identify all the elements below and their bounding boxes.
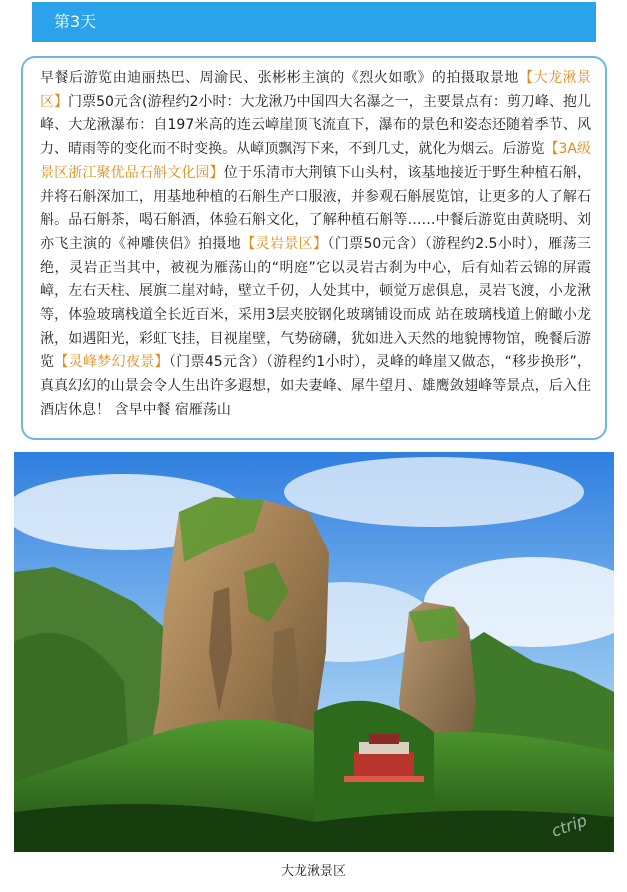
photo-caption: 大龙湫景区 bbox=[280, 864, 346, 879]
scenic-spot-link-shihu-park[interactable]: 【3A级景区浙江聚优品石斛文化园】 bbox=[40, 141, 592, 181]
ctrip-watermark: ctrip bbox=[548, 810, 590, 841]
scenic-spot-link-dalongqiu[interactable]: 【大龙湫景区】 bbox=[40, 70, 592, 110]
desc-segment: （门票45元含）（游程约1小时），灵峰的峰崖又做态，“移步换形”，真真幻幻的山景会令人生出许多遐想，如夫妻峰、犀牛望月、雄鹰敛翅峰等景点，后入住酒店休息！ 含早中餐 宿雁荡山 bbox=[40, 354, 592, 418]
desc-segment: 门票50元含(游程约2小时：大龙湫乃中国四大名瀑之一，主要景点有：剪刀峰、抱儿峰、大龙湫瀑布：自197米高的连云嶂崖顶飞流直下，瀑布的景色和姿态还随着季节、风力、晴雨等的变化而不时变换。从嶂顶飘泻下来，不到几丈，就化为烟云。后游览 bbox=[40, 93, 591, 158]
desc-segment: （门票50元含）（游程约2.5小时），雁荡三绝，灵岩正当其中，被视为雁荡山的“明庭”它以灵岩古刹为中心，后有灿若云锦的屏霞嶂，左右天柱、展旗二崖对峙，壁立千仞，人处其中，顿觉万虑俱息，灵岩飞渡，小龙湫等，体验玻璃栈道全长近百米，采用3层夹胶钢化玻璃铺设而成 站在玻璃栈道上俯瞰小龙湫，如遇阳光，彩虹飞挂，目视崖壁，气势磅礴，犹如进入天然的地貌博物馆，晚餐后游览 bbox=[40, 235, 592, 371]
scenic-spot-link-lingfeng-night[interactable]: 【灵峰梦幻夜景】 bbox=[54, 354, 169, 371]
day-title: 第3天 bbox=[54, 12, 97, 31]
desc-segment: 位于乐清市大荆镇下山头村，该基地接近于野生种植石斛，并将石斛深加工，用基地种植的石斛生产口服液，并参观石斛展览馆，让更多的人了解石斛。品石斛茶，喝石斛酒，体验石斛文化，了解种植石斛等……中餐后游览由黄晓明、刘亦飞主演的《神雕侠侣》拍摄地 bbox=[40, 164, 592, 252]
scenic-spot-link-lingyan[interactable]: 【灵岩景区】 bbox=[241, 235, 328, 252]
itinerary-description-box bbox=[21, 56, 607, 440]
itinerary-description bbox=[40, 67, 591, 423]
desc-segment: 早餐后游览由迪丽热巴、周渝民、张彬彬主演的《烈火如歌》的拍摄取景地 bbox=[40, 70, 519, 86]
scenic-photo bbox=[14, 452, 614, 852]
day-header bbox=[32, 2, 596, 42]
